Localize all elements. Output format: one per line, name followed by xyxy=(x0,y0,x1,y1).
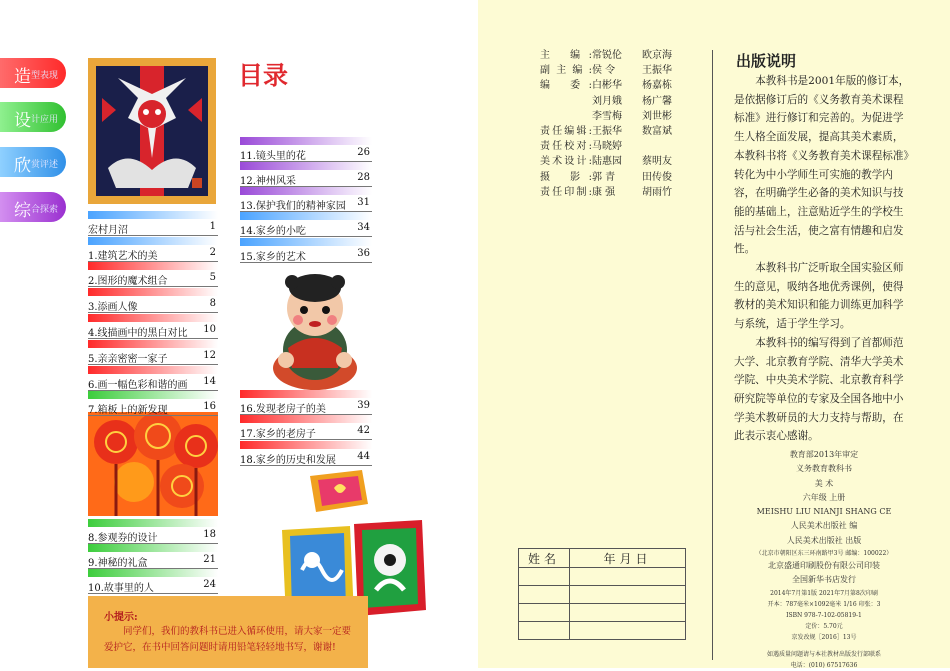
column-divider xyxy=(712,50,713,660)
toc-color-bar xyxy=(240,390,372,398)
credit-row xyxy=(540,124,692,139)
toc-color-bar xyxy=(88,519,218,527)
tab-design[interactable] xyxy=(0,102,66,132)
toc-color-bar xyxy=(88,366,218,374)
toc-entry[interactable] xyxy=(240,423,372,438)
cip-line: 电话：(010) 67517636 xyxy=(790,661,858,669)
toc-entry[interactable] xyxy=(88,270,218,285)
credit-row xyxy=(540,109,692,124)
toc-underline xyxy=(88,593,218,594)
name-header: 姓名 xyxy=(519,549,570,568)
tab-label: 计应用 xyxy=(31,115,59,125)
credit-name: 蔡明友 xyxy=(642,156,672,168)
toc-entry[interactable] xyxy=(240,145,372,160)
toc-entry-title: 1.建筑艺术的美 xyxy=(88,251,158,262)
toc-entry-page: 16 xyxy=(203,401,216,412)
toc-color-bar xyxy=(88,569,218,577)
toc-entry-page: 1 xyxy=(209,221,216,232)
credits-list xyxy=(540,48,692,200)
credit-role: 美术设计: xyxy=(540,156,592,168)
credit-name: 刘世彬 xyxy=(642,110,672,122)
toc-entry-title: 8.参观券的设计 xyxy=(88,533,158,544)
tab-exploration[interactable] xyxy=(0,192,66,222)
toc-entry-page: 10 xyxy=(203,324,216,335)
tip-box xyxy=(88,596,368,668)
toc-entry-title: 7.箱板上的新发现 xyxy=(88,405,168,416)
toc-color-bar xyxy=(88,340,218,348)
credit-name: 胡雨竹 xyxy=(642,186,672,198)
toc-underline xyxy=(240,262,372,263)
tab-appreciation[interactable] xyxy=(0,147,66,177)
publication-paragraph: 本教科书是2001年版的修订本，是依据修订后的《义务教育美术课程标准》进行修订和完善的。为促进学生人格全面发展，提高其美术素质，本教科书将《义务教育美术课程标准》转化为中小学师生可实施的教学内容，在明确学生必备的美术知识与技能的基础上，注意贴近学生的学校生活与社会生活，使之富有情趣和启发性。 xyxy=(734,75,910,256)
toc-color-bar xyxy=(88,211,218,219)
toc-entry[interactable] xyxy=(240,398,372,413)
toc-entry[interactable] xyxy=(240,449,372,464)
toc-underline xyxy=(88,415,218,416)
toc-color-bar xyxy=(240,137,372,145)
cip-line: 2014年7月第1版 2021年7月第8次印刷 xyxy=(770,589,878,597)
name-cell[interactable] xyxy=(519,568,570,586)
credit-row xyxy=(540,154,692,169)
credit-name xyxy=(642,139,692,154)
credit-name: 数富斌 xyxy=(642,126,672,138)
papercut-artwork xyxy=(88,58,216,204)
credit-row xyxy=(540,94,692,109)
date-cell[interactable] xyxy=(570,622,686,640)
credit-role xyxy=(540,109,592,124)
toc-entry[interactable] xyxy=(88,322,218,337)
toc-entry[interactable] xyxy=(240,220,372,235)
toc-entry-page: 42 xyxy=(357,425,370,436)
credit-role xyxy=(540,94,592,109)
toc-entry[interactable] xyxy=(88,552,218,567)
toc-color-bar xyxy=(240,238,372,246)
credit-row xyxy=(540,63,692,78)
toc-color-bar xyxy=(88,391,218,399)
credit-row xyxy=(540,139,692,154)
toc-entry-page: 21 xyxy=(203,554,216,565)
publication-title: 出版说明 xyxy=(736,52,797,70)
toc-entry[interactable] xyxy=(240,195,372,210)
toc-color-bar xyxy=(88,262,218,270)
toc-entry-page: 36 xyxy=(357,248,370,259)
toc-entry-page: 44 xyxy=(357,451,370,462)
toc-entry-page: 31 xyxy=(357,197,370,208)
toc-entry-page: 12 xyxy=(203,350,216,361)
toc-underline xyxy=(240,236,372,237)
credit-name: 马晓婷 xyxy=(592,141,622,153)
toc-entry-title: 3.添画人像 xyxy=(88,302,138,313)
toc-underline xyxy=(88,364,218,365)
credit-name: 常锐伦 xyxy=(592,50,622,61)
cip-line: 定价：5.70元 xyxy=(805,622,843,630)
toc-underline xyxy=(240,465,372,466)
cip-line: 美 术 xyxy=(814,478,834,488)
toc-entry-title: 4.线描画中的黑白对比 xyxy=(88,328,188,339)
credit-row xyxy=(540,170,692,185)
tip-heading: 小提示: xyxy=(104,612,138,623)
toc-entry-title: 宏村月沼 xyxy=(88,225,128,236)
clay-doll-image xyxy=(268,268,362,390)
toc-entry-title: 12.神州风采 xyxy=(240,176,296,187)
credit-role: 副主编: xyxy=(540,65,592,77)
tab-label: 合探索 xyxy=(31,205,59,215)
credit-name: 陆惠园 xyxy=(592,156,622,168)
name-date-table xyxy=(518,548,686,640)
credit-role: 主 编: xyxy=(540,50,592,61)
toc-entry-page: 8 xyxy=(209,298,216,309)
toc-entry-page: 24 xyxy=(203,579,216,590)
toc-underline xyxy=(240,439,372,440)
credit-role: 责任编辑: xyxy=(540,126,592,138)
toc-entry-page: 2 xyxy=(209,247,216,258)
toc-entry-page: 26 xyxy=(357,147,370,158)
tab-initial: 设 xyxy=(14,111,31,131)
tip-body: 同学们，我们的教科书已进入循环使用，请大家一定要爱护它，在书中回答问题时请用铅笔轻轻地书写，谢谢! xyxy=(104,626,352,653)
toc-title: 目录 xyxy=(238,61,289,90)
toc-entry[interactable] xyxy=(88,374,218,389)
credit-name: 杨广馨 xyxy=(642,95,672,107)
toc-entry-title: 2.图形的魔术组合 xyxy=(88,276,168,287)
toc-entry-title: 10.故事里的人 xyxy=(88,583,154,594)
cip-line: 人民美术出版社 出版 xyxy=(786,535,862,545)
toc-entry-title: 6.画一幅色彩和谐的画 xyxy=(88,380,188,391)
credit-role: 责任印制: xyxy=(540,186,592,198)
toc-color-bar xyxy=(88,288,218,296)
toc-entry[interactable] xyxy=(88,348,218,363)
cip-line: 人民美术出版社 编 xyxy=(790,521,858,531)
tab-label: 型表现 xyxy=(31,71,59,81)
toc-entry[interactable] xyxy=(88,296,218,311)
toc-entry-title: 11.镜头里的花 xyxy=(240,151,306,162)
cip-line: MEISHU LIU NIANJI SHANG CE xyxy=(756,507,892,517)
credit-role: 编 委: xyxy=(540,80,592,92)
credit-row xyxy=(540,185,692,200)
name-cell[interactable] xyxy=(519,622,570,640)
credit-role: 责任校对: xyxy=(540,141,592,153)
publication-paragraph: 本教科书广泛听取全国实验区师生的意见，吸纳各地优秀课例，使得教材的美术知识和能力训练更加科学与系统，适于学生学习。 xyxy=(734,262,904,331)
tab-label: 赏评述 xyxy=(31,160,59,170)
toc-entry[interactable] xyxy=(88,399,218,414)
credit-name: 侯 令 xyxy=(592,65,616,77)
tree-painting xyxy=(88,412,218,516)
date-header: 年月日 xyxy=(570,549,686,568)
cip-line: 京发改规［2016］13号 xyxy=(791,633,857,641)
credit-name: 刘月娥 xyxy=(592,95,622,107)
toc-entry[interactable] xyxy=(240,170,372,185)
toc-entry-title: 14.家乡的小吃 xyxy=(240,226,306,237)
toc-entry-title: 9.神秘的礼盒 xyxy=(88,558,148,569)
date-cell[interactable] xyxy=(570,604,686,622)
tab-initial: 综 xyxy=(14,201,31,221)
toc-entry-page: 14 xyxy=(203,376,216,387)
toc-entry-page: 34 xyxy=(357,222,370,233)
toc-color-bar xyxy=(240,212,372,220)
date-cell[interactable] xyxy=(570,568,686,586)
toc-entry-page: 39 xyxy=(357,400,370,411)
toc-entry-title: 15.家乡的艺术 xyxy=(240,252,306,263)
toc-underline xyxy=(88,312,218,313)
publication-note xyxy=(734,72,914,446)
toc-entry-page: 5 xyxy=(209,272,216,283)
toc-entry-title: 5.亲亲密密一家子 xyxy=(88,354,168,365)
toc-entry[interactable] xyxy=(88,219,218,234)
toc-color-bar xyxy=(88,237,218,245)
toc-color-bar xyxy=(240,415,372,423)
toc-underline xyxy=(88,286,218,287)
publication-paragraph: 本教科书的编写得到了首都师范大学、北京教育学院、清华大学美术学院、中央美术学院、北京教育科学研究院等单位的专家及全国各地中小学美术教研员的大力支持与帮助，在此表示衷心感谢。 xyxy=(734,336,904,443)
cip-block xyxy=(734,448,914,671)
toc-color-bar xyxy=(240,187,372,195)
cip-line: ISBN 978-7-102-05819-1 xyxy=(786,611,862,619)
cip-line: 如遇质量问题请与本社教材出版发行部联系 xyxy=(766,650,881,658)
credit-name: 郭 青 xyxy=(592,171,616,183)
cip-line: 北京盛通印刷股份有限公司印装 xyxy=(768,561,880,571)
toc-color-bar xyxy=(88,314,218,322)
toc-color-bar xyxy=(88,544,218,552)
credit-role: 摄 影: xyxy=(540,171,592,183)
name-cell[interactable] xyxy=(519,604,570,622)
tab-modeling[interactable] xyxy=(0,58,66,88)
cip-line: 开本：787毫米×1092毫米 1/16 印张：3 xyxy=(767,600,881,608)
credit-name: 欧京海 xyxy=(642,50,672,61)
cip-line: （北京市朝阳区东三环南路甲3号 邮编：100022） xyxy=(755,550,893,558)
toc-color-bar xyxy=(240,162,372,170)
tab-initial: 欣 xyxy=(14,156,31,176)
credit-row xyxy=(540,48,692,63)
toc-entry-title: 16.发现老房子的美 xyxy=(240,404,326,415)
credit-name: 李雪梅 xyxy=(592,110,622,122)
credit-name: 王振华 xyxy=(642,65,672,77)
cip-line: 六年级 上册 xyxy=(802,492,846,502)
toc-entry[interactable] xyxy=(240,246,372,261)
toc-entry[interactable] xyxy=(88,577,218,592)
toc-entry[interactable] xyxy=(88,527,218,542)
credit-name: 康 强 xyxy=(592,186,616,198)
credit-name: 田传俊 xyxy=(642,171,672,183)
toc-entry-page: 28 xyxy=(357,172,370,183)
cip-line: 全国新华书店发行 xyxy=(792,575,856,585)
credit-row xyxy=(540,78,692,93)
toc-underline xyxy=(88,338,218,339)
toc-entry-title: 13.保护我们的精神家园 xyxy=(240,201,346,212)
toc-entry-page: 18 xyxy=(203,529,216,540)
tab-initial: 造 xyxy=(14,67,31,87)
credit-name: 白彬华 xyxy=(592,80,622,92)
toc-entry-title: 18.家乡的历史和发展 xyxy=(240,455,336,466)
credit-name: 王振华 xyxy=(592,126,622,138)
toc-entry-title: 17.家乡的老房子 xyxy=(240,429,316,440)
credit-name: 杨嘉栋 xyxy=(642,80,672,92)
toc-color-bar xyxy=(240,441,372,449)
cip-line: 义务教育教科书 xyxy=(796,464,852,474)
date-cell[interactable] xyxy=(570,586,686,604)
cip-line: 教育部2013年审定 xyxy=(789,450,859,459)
gift-box-image xyxy=(306,468,372,514)
toc-entry[interactable] xyxy=(88,245,218,260)
toc-underline xyxy=(88,235,218,236)
name-cell[interactable] xyxy=(519,586,570,604)
